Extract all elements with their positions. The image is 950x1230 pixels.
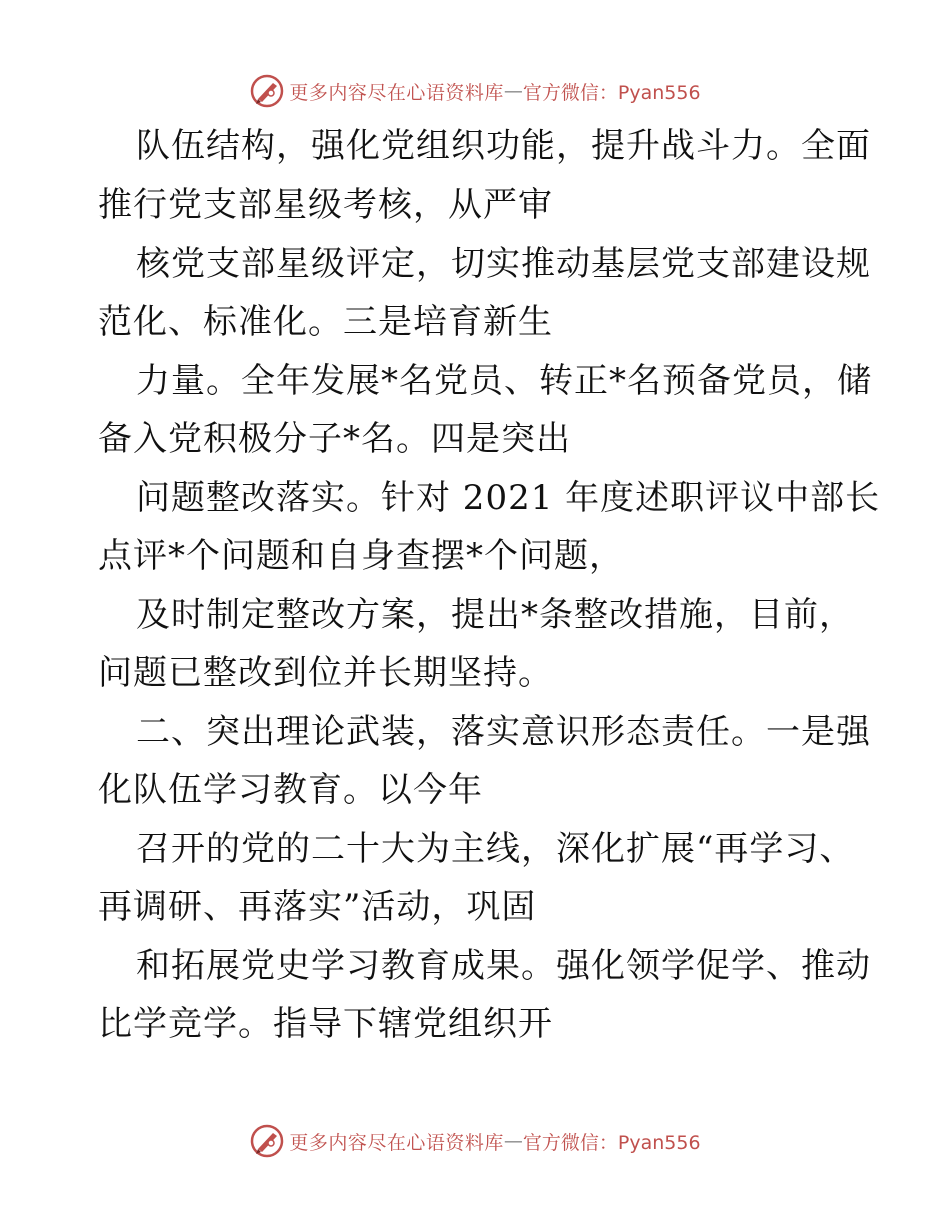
text-line: 点评*个问题和自身查摆*个问题，: [98, 536, 624, 576]
pen-logo-icon: [249, 73, 285, 109]
banner-main-text: 更多内容尽在心语资料库: [289, 1131, 504, 1154]
text-line: 问题整改落实。针对 2021 年度述职评议中部长: [136, 478, 881, 518]
text-line: 二、突出理论武装，落实意识形态责任。一是强: [136, 712, 871, 752]
banner-main-text: 更多内容尽在心语资料库: [289, 81, 504, 104]
text-line: 备入党积极分子*名。四是突出: [98, 419, 571, 459]
banner-separator: —: [503, 80, 523, 102]
text-line: 召开的党的二十大为主线，深化扩展“再学习、: [136, 829, 855, 869]
text-line: 及时制定整改方案，提出*条整改措施，目前，: [136, 595, 854, 635]
text-line: 力量。全年发展*名党员、转正*名预备党员，储: [136, 361, 872, 401]
text-line: 推行党支部星级考核，从严审: [98, 185, 553, 225]
text-line: 问题已整改到位并长期坚持。: [98, 653, 553, 693]
header-banner: [0, 71, 950, 111]
text-line: 再调研、再落实”活动，巩固: [98, 887, 537, 927]
footer-banner: [0, 1121, 950, 1161]
banner-separator: —: [503, 1130, 523, 1152]
text-line: 化队伍学习教育。以今年: [98, 770, 483, 810]
text-line: 核党支部星级评定，切实推动基层党支部建设规: [136, 244, 871, 284]
banner-wechat-text: 官方微信：Pyan556: [522, 81, 701, 104]
text-line: 队伍结构，强化党组织功能，提升战斗力。全面: [136, 126, 871, 166]
banner-wechat-text: 官方微信：Pyan556: [522, 1131, 701, 1154]
text-line: 范化、标准化。三是培育新生: [98, 302, 553, 342]
text-line: 比学竞学。指导下辖党组织开: [98, 1004, 553, 1044]
pen-logo-icon: [249, 1123, 285, 1159]
text-line: 和拓展党史学习教育成果。强化领学促学、推动: [136, 946, 871, 986]
